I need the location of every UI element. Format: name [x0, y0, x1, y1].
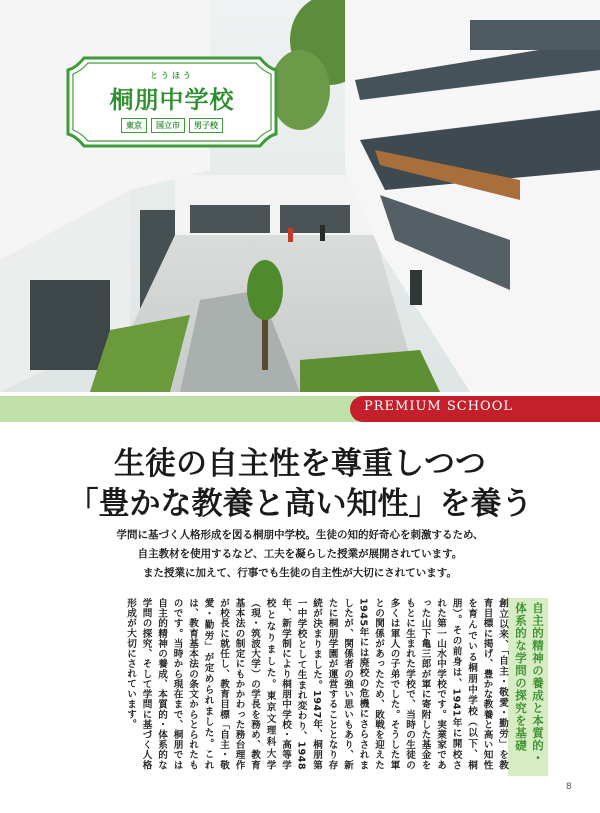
school-tags	[62, 118, 282, 133]
premium-school-label: PREMIUM SCHOOL	[364, 399, 514, 414]
side-heading: 自主的精神の養成と本質的・体系的な学問の探究を基礎	[508, 598, 548, 776]
lead-line-1: 学問に基づく人格形成を図る桐朋中学校。生徒の知的好奇心を刺激するため、	[116, 529, 484, 541]
tag-city: 国立市	[151, 118, 185, 133]
tag-prefecture: 東京	[121, 118, 147, 133]
lead-paragraph	[0, 526, 600, 583]
section-divider-bar	[0, 396, 370, 422]
school-name: 桐朋中学校	[109, 86, 235, 114]
lead-line-3: また授業に加えて、行事でも生徒の自主性が大切にされています。	[143, 567, 457, 579]
page-number: 8	[566, 782, 572, 792]
lead-line-2: 自主教材を使用するなど、工夫を凝らした授業が展開されています。	[137, 548, 463, 560]
article-body: 創立以来、「自主・敬愛・勤労」を教育目標に掲げ、豊かな教養と高い知性を育んでいる桐朋中学校（以下、桐朋）。その前身は、1941年に開校された第一山水中学校です。実業家であった山下亀三郎が軍に寄附した基金をもとに生まれた学校で、当時の生徒の多くは軍人の子弟でした。そうした軍との関係があったため、敗戦を迎えた1945年には廃校の危機にさらされましたが、関係者の強い思いもあり、新たに桐朋学園が運営することとなり存続が決まりました。1947年、桐朋第一中学校として生まれ変わり、1948年、新学制により桐朋中学校・高等学校となりました。東京文理科大学（現・筑波大学）の学長を務め、教育基本法の制定にもかかわった務台理作が校長に就任し、教育目標「自主・敬愛・勤労」が定められました。これは、教育基本法の条文からとられたものです。当時から現在まで、桐朋では自主的精神の養成、本質的・体系的な学問の探究、そして学問に基づく人格形成が大切にされています。	[125, 598, 508, 770]
school-badge	[62, 50, 282, 154]
headline-line-1: 生徒の自主性を尊重しつつ	[114, 446, 486, 482]
headline-line-2: 「豊かな教養と高い知性」を養う	[67, 486, 533, 522]
school-name-furigana: とうほう	[150, 71, 194, 80]
premium-school-banner	[350, 396, 600, 422]
hero-photo	[0, 0, 600, 392]
headline	[0, 444, 600, 524]
tag-school-type: 男子校	[189, 118, 223, 133]
